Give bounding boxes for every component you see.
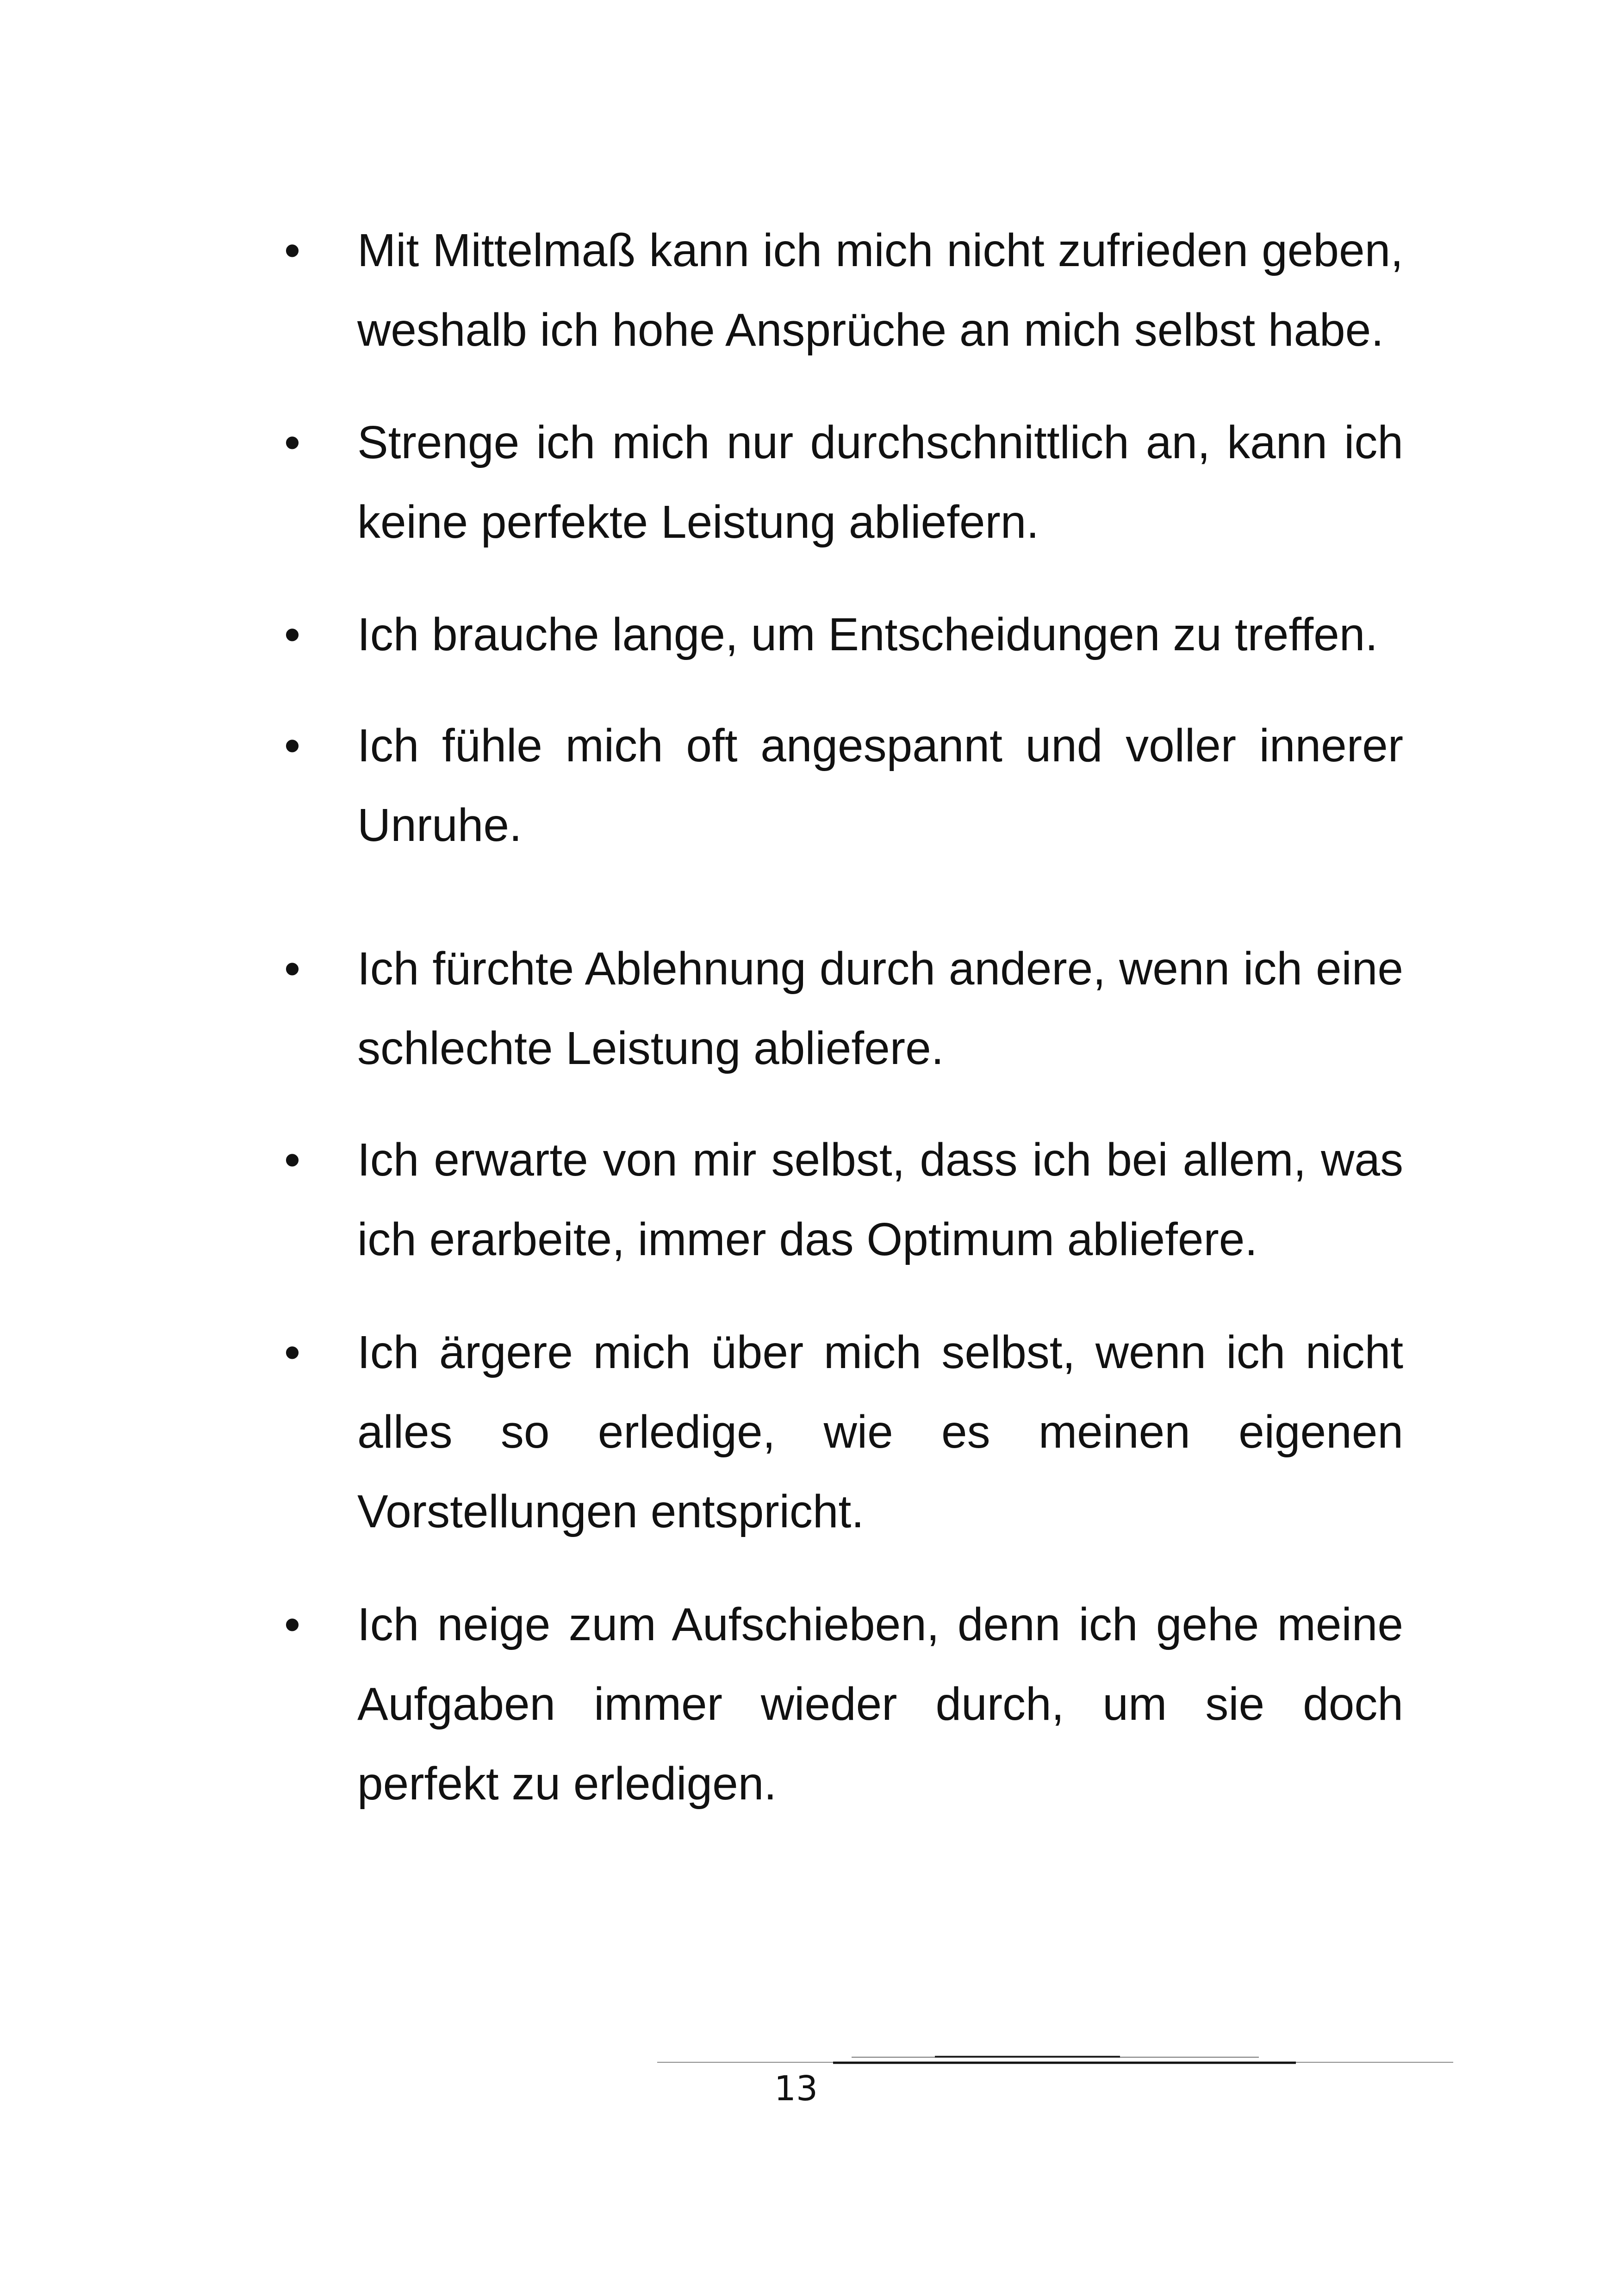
list-item-text: Ich neige zum Aufschieben, denn ich gehe meine Aufgaben immer wieder durch, um sie doch perfekt zu erledigen. <box>357 1599 1403 1810</box>
bullet-marker: • <box>284 224 301 276</box>
bullet-marker: • <box>284 417 301 468</box>
bullet-marker: • <box>284 1134 301 1186</box>
list-item-text: Ich brauche lange, um Entscheidungen zu treffen. <box>357 609 1378 660</box>
list-item-text: Ich erwarte von mir selbst, dass ich bei allem, was ich erarbeite, immer das Optimum abliefere. <box>357 1134 1403 1265</box>
list-item-text: Ich ärgere mich über mich selbst, wenn ich nicht alles so erledige, wie es meinen eigenen Vorstellungen entspricht. <box>357 1326 1403 1537</box>
list-item-text: Strenge ich mich nur durchschnittlich an, kann ich keine perfekte Leistung abliefern. <box>357 417 1403 548</box>
footer-rule <box>657 2054 1453 2068</box>
list-item-text: Ich fürchte Ablehnung durch andere, wenn ich eine schlechte Leistung abliefere. <box>357 943 1403 1074</box>
bullet-marker: • <box>284 1326 301 1378</box>
bullet-marker: • <box>284 720 301 772</box>
list-item-text: Ich fühle mich oft angespannt und voller innerer Unruhe. <box>357 720 1403 851</box>
list-item-text: Mit Mittelmaß kann ich mich nicht zufrieden geben, weshalb ich hohe Ansprüche an mich selbst habe. <box>357 224 1403 356</box>
bullet-marker: • <box>284 609 301 660</box>
bullet-marker: • <box>284 943 301 995</box>
bullet-marker: • <box>284 1599 301 1650</box>
page-number: 13 <box>774 2069 818 2109</box>
